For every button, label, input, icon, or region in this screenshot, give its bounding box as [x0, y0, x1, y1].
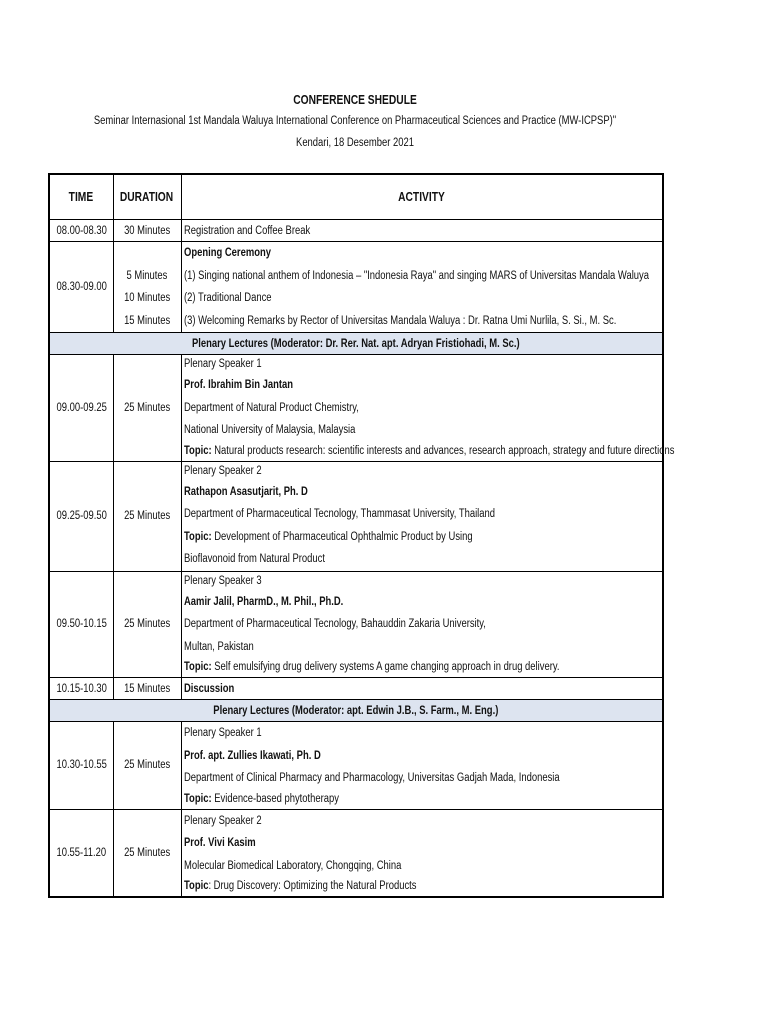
duration-cell: 30 Minutes — [113, 220, 181, 242]
duration-cell: 25 Minutes — [113, 571, 181, 678]
schedule-table — [48, 173, 674, 898]
table-row — [49, 220, 663, 242]
activity-cell: Plenary Speaker 1 Prof. Ibrahim Bin Jantan Department of Natural Product Chemistry, National University of Malaysia, Malaysia Topic: Natural products research: scientific interests and advances, research approach, strategy and future directions — [181, 355, 663, 462]
activity-cell: Opening Ceremony (1) Singing national anthem of Indonesia – "Indonesia Raya" and singing MARS of Universitas Mandala Waluya (2) Traditional Dance (3) Welcoming Remarks by Rector of Universitas Mandala Waluya : Dr. Ratna Umi Nurlila, S. Si., M. Sc. — [181, 242, 663, 333]
time-cell: 10.30-10.55 — [49, 722, 113, 810]
table-row — [49, 809, 663, 897]
section-row — [49, 700, 663, 722]
column-header-duration: DURATION — [113, 174, 181, 220]
time-cell: 09.50-10.15 — [49, 571, 113, 678]
table-row — [49, 355, 663, 462]
table-row — [49, 242, 663, 333]
section-title: Plenary Lectures (Moderator: apt. Edwin J.B., S. Farm., M. Eng.) — [49, 700, 663, 722]
section-row — [49, 333, 663, 355]
table-header-row — [49, 174, 663, 220]
activity-cell: Discussion — [181, 678, 663, 700]
duration-cell: 15 Minutes — [113, 678, 181, 700]
activity-cell: Plenary Speaker 2 Prof. Vivi Kasim Molecular Biomedical Laboratory, Chongqing, China Topic: Drug Discovery: Optimizing the Natural Products — [181, 809, 663, 897]
duration-cell: 25 Minutes — [113, 355, 181, 462]
activity-cell: Plenary Speaker 2 Rathapon Asasutjarit, Ph. D Department of Pharmaceutical Tecnology, Thammasat University, Thailand Topic: Development of Pharmaceutical Ophthalmic Product by Using Bioflavonoid from Natural Product — [181, 461, 663, 571]
time-cell: 08.30-09.00 — [49, 242, 113, 333]
column-header-activity: ACTIVITY — [181, 174, 663, 220]
document-place-date: Kendari, 18 Desember 2021 — [296, 137, 414, 149]
time-cell: 09.00-09.25 — [49, 355, 113, 462]
time-cell: 10.15-10.30 — [49, 678, 113, 700]
opening-ceremony-title: Opening Ceremony — [183, 247, 271, 259]
time-cell: 09.25-09.50 — [49, 461, 113, 571]
speaker-name: Prof. Ibrahim Bin Jantan — [183, 379, 293, 391]
speaker-name: Prof. apt. Zullies Ikawati, Ph. D — [183, 749, 321, 762]
table-row — [49, 571, 663, 678]
activity-cell: Plenary Speaker 3 Aamir Jalil, PharmD., M. Phil., Ph.D. Department of Pharmaceutical Tecnology, Bahauddin Zakaria University, Multan, Pakistan Topic: Self emulsifying drug delivery systems A game changing approach in drug delivery. — [181, 571, 663, 678]
time-cell: 10.55-11.20 — [49, 809, 113, 897]
table-row — [49, 722, 663, 810]
document-subtitle: Seminar Internasional 1st Mandala Waluya International Conference on Pharmaceutical Sciences and Practice (MW-ICPSP)" — [93, 115, 617, 127]
duration-cell: 5 Minutes 10 Minutes 15 Minutes — [113, 242, 181, 333]
section-title: Plenary Lectures (Moderator: Dr. Rer. Nat. apt. Adryan Fristiohadi, M. Sc.) — [49, 333, 663, 355]
speaker-name: Aamir Jalil, PharmD., M. Phil., Ph.D. — [183, 595, 343, 608]
duration-cell: 25 Minutes — [113, 722, 181, 810]
activity-cell: Plenary Speaker 1 Prof. apt. Zullies Ikawati, Ph. D Department of Clinical Pharmacy and Pharmacology, Universitas Gadjah Mada, Indonesia Topic: Evidence-based phytotherapy — [181, 722, 663, 810]
speaker-name: Rathapon Asasutjarit, Ph. D — [183, 485, 308, 498]
column-header-time: TIME — [49, 174, 113, 220]
table-row — [49, 678, 663, 700]
table-row — [49, 461, 663, 571]
duration-cell: 25 Minutes — [113, 809, 181, 897]
document-title: CONFERENCE SHEDULE — [293, 93, 417, 107]
activity-cell: Registration and Coffee Break — [181, 220, 663, 242]
speaker-name: Prof. Vivi Kasim — [183, 837, 256, 849]
time-cell: 08.00-08.30 — [49, 220, 113, 242]
duration-cell: 25 Minutes — [113, 461, 181, 571]
